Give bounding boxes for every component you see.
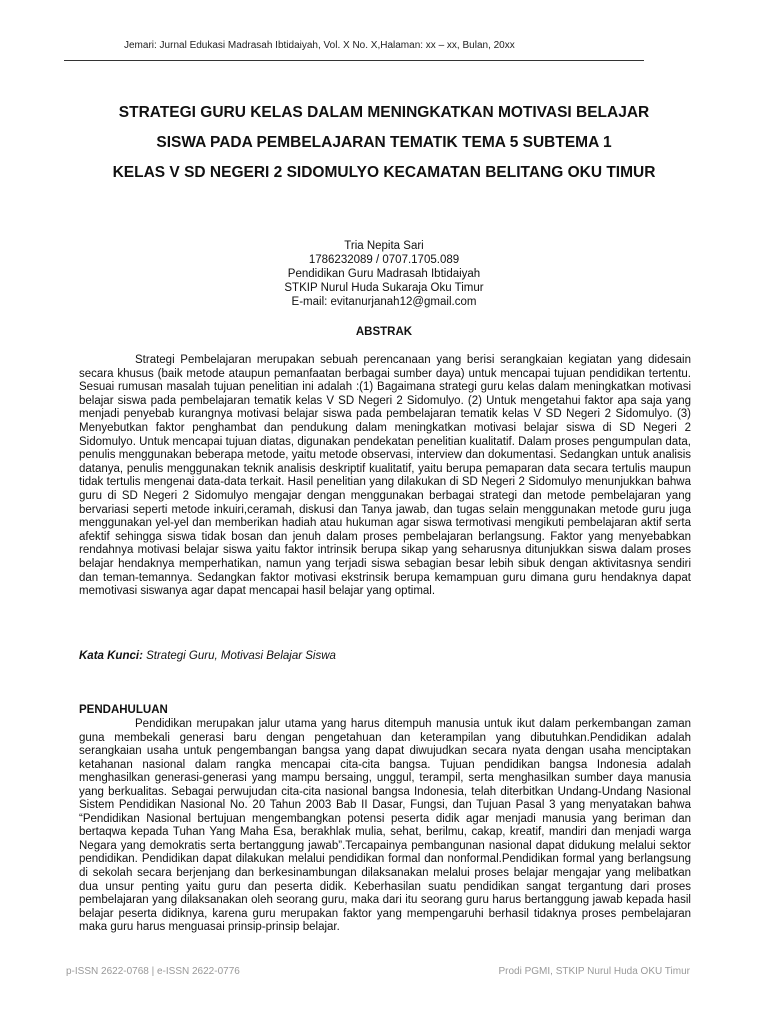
author-ids: 1786232089 / 0707.1705.089 <box>308 254 460 266</box>
introduction-body <box>79 718 691 935</box>
abstract-heading: ABSTRAK <box>355 326 413 338</box>
introduction-heading: PENDAHULUAN <box>79 704 168 716</box>
author-email: E-mail: evitanurjanah12@gmail.com <box>291 296 477 308</box>
author-name: Tria Nepita Sari <box>344 240 424 252</box>
footer-issn: p-ISSN 2622-0768 | e-ISSN 2622-0776 <box>66 966 240 977</box>
journal-header: Jemari: Jurnal Edukasi Madrasah Ibtidaiyah, Vol. X No. X,Halaman: xx – xx, Bulan, 20xx <box>124 40 515 51</box>
keywords-value: Strategi Guru, Motivasi Belajar Siswa <box>146 650 336 662</box>
author-info <box>0 239 768 309</box>
keywords-label: Kata Kunci: <box>79 650 143 662</box>
title-line-1: STRATEGI GURU KELAS DALAM MENINGKATKAN MOTIVASI BELAJAR <box>118 104 650 121</box>
abstract-text: Strategi Pembelajaran merupakan sebuah perencanaan yang berisi serangkaian kegiatan yang didesain secara khusus (baik metode ataupun pemanfaatan berbagai sumber daya) untuk mencapai tujuan pendidikan tertentu. Sesuai rumusan masalah tujuan penelitian ini adalah :(1) Bagaimana strategi guru kelas dalam meningkatkan motivasi belajar siswa pada pembelajaran tematik kelas V SD Negeri 2 Sidomulyo. (2) Untuk mengetahui faktor apa saja yang menjadi penyebab kurangnya motivasi belajar siswa pada pembelajaran tematik kelas V SD Negeri 2 Sidomulyo. (3) Menyebutkan faktor penghambat dan pendukung dalam meningkatkan motivasi belajar siswa di SD Negeri 2 Sidomulyo. Untuk mencapai tujuan diatas, digunakan pendekatan penelitian kualitatif. Dalam proses pengumpulan data, penulis menggunakan beberapa metode, yaitu metode observasi, interview dan dokumentasi. Sedangkan untuk analisis datanya, penulis menggunakan teknik analisis deskriptif kualitatif, yaitu berupa pemaparan data secara tertulis maupun tidak tertulis mengenai data-data terkait. Hasil penelitian yang dilakukan di SD Negeri 2 Sidomulyo menunjukkan bahwa guru di SD Negeri 2 Sidomulyo mengajar dengan menggunakan berbagai strategi dan metode pembelajaran yang bervariasi seperti metode inkuiri,ceramah, diskusi dan Tanya jawab, dan tugas selain menggunakan metode guru juga menggunakan yel-yel dan memberikan hadiah atau hukuman agar siswa termotivasi mengikuti pembelajaran aktif serta afektif sehingga siswa tidak bosan dan jenuh dalam proses pembelajaran berlangsung. Faktor yang menyebabkan rendahnya motivasi belajar siswa yaitu faktor intrinsik berupa sikap yang seharusnya ditunjukkan siswa dalam proses belajar hendaknya memperhatikan, namun yang terjadi siswa sebagian besar lebih sibuk dengan aktivitasnya sendiri dan teman-temannya. Sedangkan faktor motivasi ekstrinsik berupa kemampuan guru dimana guru hendaknya dapat memotivasi siswanya agar dapat mencapai hasil belajar yang optimal. <box>79 354 691 598</box>
title-line-3: KELAS V SD NEGERI 2 SIDOMULYO KECAMATAN BELITANG OKU TIMUR <box>112 164 656 181</box>
footer-publisher: Prodi PGMI, STKIP Nurul Huda OKU Timur <box>498 966 690 977</box>
title-line-2: SISWA PADA PEMBELAJARAN TEMATIK TEMA 5 SUBTEMA 1 <box>156 134 612 151</box>
keywords <box>79 650 691 662</box>
paper-title <box>40 103 728 193</box>
header-divider <box>64 60 644 61</box>
author-program: Pendidikan Guru Madrasah Ibtidaiyah <box>287 268 481 280</box>
author-institution: STKIP Nurul Huda Sukaraja Oku Timur <box>284 282 484 294</box>
introduction-text: Pendidikan merupakan jalur utama yang harus ditempuh manusia untuk ikut dalam perkembangan zaman guna membekali generasi baru dengan pengetahuan dan keterampilan yang dibutuhkan.Pendidikan adalah serangkaian usaha untuk pengembangan bangsa yang dapat diwujudkan secara nyata dengan usaha menciptakan ketahanan nasional dalam rangka mencapai cita-cita bangsa. Tujuan pendidikan bangsa Indonesia adalah menghasilkan generasi-generasi yang mampu bersaing, unggul, terampil, serta menghasilkan sumber daya manusia yang berkualitas. Sebagai perwujudan cita-cita nasional bangsa Indonesia, telah diterbitkan Undang-Undang Nasional Sistem Pendidikan Nasional No. 20 Tahun 2003 Bab II Dasar, Fungsi, dan Tujuan Pasal 3 yang menyatakan bahwa “Pendidikan Nasional bertujuan mengembangkan potensi peserta didik agar menjadi manusia yang beriman dan bertaqwa kepada Tuhan Yang Maha Esa, berakhlak mulia, sehat, berilmu, cakap, kreatif, mandiri dan menjadi warga Negara yang demokratis serta bertanggung jawab”.Tercapainya pembangunan nasional dapat didukung melalui sektor pendidikan. Pendidikan dapat dilakukan melalui pendidikan formal dan nonformal.Pendidikan formal yang berlangsung di sekolah secara berjenjang dan berkesinambungan dilaksanakan melalui proses belajar mengajar yang melibatkan dua unsur penting yaitu guru dan peserta didik. Keberhasilan suatu pendidikan sangat tergantung dari proses pembelajaran yang dilaksanakan oleh seorang guru, maka dari itu seorang guru harus bertanggung jawab kepada hasil belajar peserta didiknya, karena guru merupakan faktor yang mempengaruhi berhasil tidaknya proses pembelajaran maka guru harus menguasai prinsip-prinsip belajar. <box>79 718 691 934</box>
abstract-body <box>79 354 691 599</box>
